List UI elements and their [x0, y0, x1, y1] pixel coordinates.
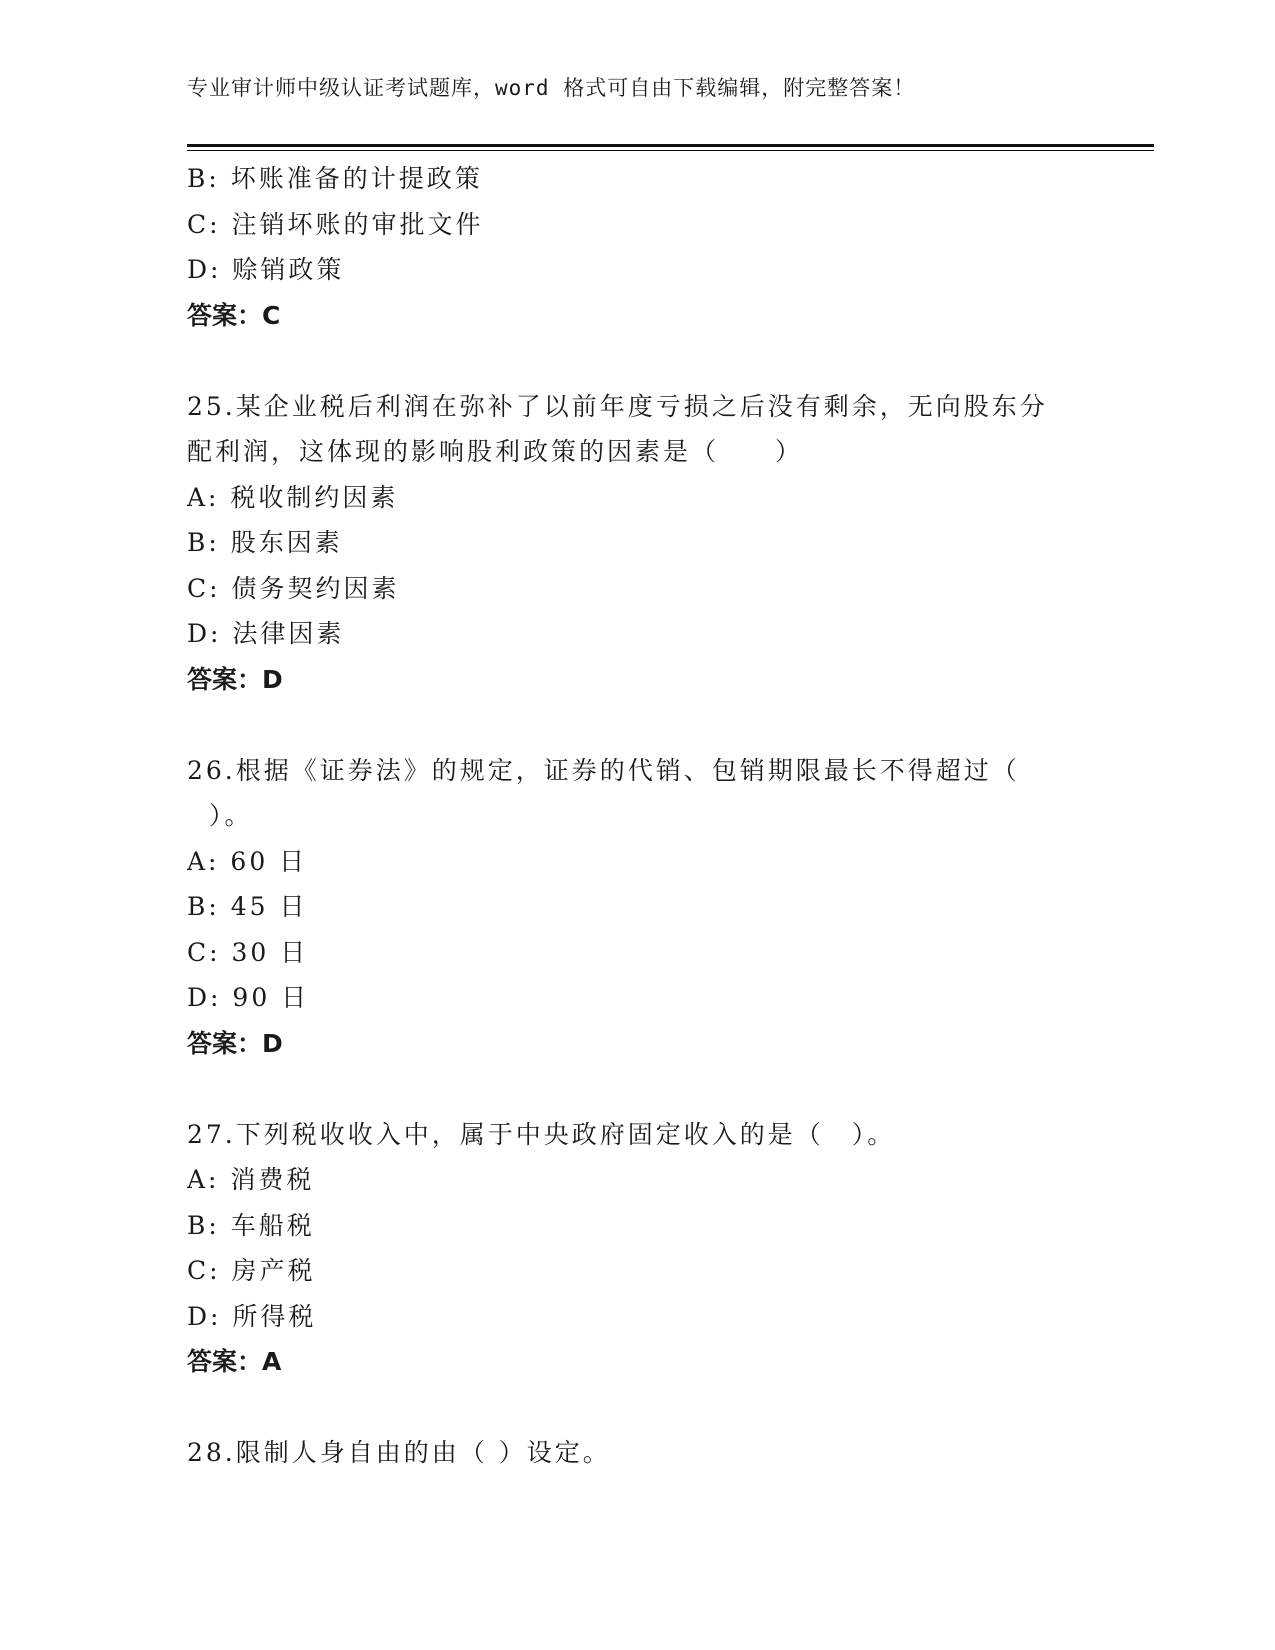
option-c: C: 房产税 — [187, 1256, 316, 1285]
answer-line: 答案：A — [187, 1347, 282, 1376]
answer-line: 答案：D — [187, 664, 283, 694]
spacer — [187, 702, 1087, 748]
question-list — [187, 156, 1087, 1476]
spacer — [187, 1066, 1087, 1112]
question-text-line: 26.根据《证券法》的规定，证券的代销、包销期限最长不得超过（ — [187, 755, 1020, 785]
answer-line: 答案：D — [187, 1028, 283, 1058]
question-text-line: 28.限制人身自由的由（ ）设定。 — [187, 1438, 611, 1467]
header-rule-thin — [187, 150, 1154, 151]
question-text-line: 配利润，这体现的影响股利政策的因素是（ ） — [187, 437, 804, 466]
answer-line: 答案：C — [187, 300, 281, 330]
option-b: B: 45 日 — [187, 892, 308, 921]
option-a: A: 消费税 — [187, 1165, 315, 1194]
option-d: D: 90 日 — [187, 983, 310, 1012]
option-b: B: 坏账准备的计提政策 — [187, 164, 483, 193]
option-c: C: 债务契约因素 — [187, 573, 400, 603]
page-header: 专业审计师中级认证考试题库，word 格式可自由下载编辑，附完整答案！ — [187, 76, 916, 100]
spacer — [187, 338, 1087, 384]
option-a: A: 税收制约因素 — [187, 482, 399, 512]
question-text-line: 25.某企业税后利润在弥补了以前年度亏损之后没有剩余，无向股东分 — [187, 391, 1048, 421]
option-d: D: 赊销政策 — [187, 255, 345, 284]
option-b: B: 车船税 — [187, 1210, 315, 1240]
option-c: C: 30 日 — [187, 937, 309, 967]
question-26 — [187, 748, 1087, 1067]
question-27 — [187, 1112, 1087, 1385]
prev-question-tail — [187, 156, 1087, 338]
option-d: D: 所得税 — [187, 1301, 317, 1331]
option-d: D: 法律因素 — [187, 619, 345, 648]
spacer — [187, 1385, 1087, 1431]
option-a: A: 60 日 — [187, 846, 308, 876]
question-text-line: ）。 — [209, 801, 253, 830]
question-28 — [187, 1430, 1087, 1476]
option-c: C: 注销坏账的审批文件 — [187, 209, 484, 239]
header-rule-thick — [187, 144, 1154, 147]
question-text-line: 27.下列税收收入中，属于中央政府固定收入的是（ ）。 — [187, 1119, 896, 1149]
option-b: B: 股东因素 — [187, 528, 343, 557]
question-25 — [187, 384, 1087, 703]
